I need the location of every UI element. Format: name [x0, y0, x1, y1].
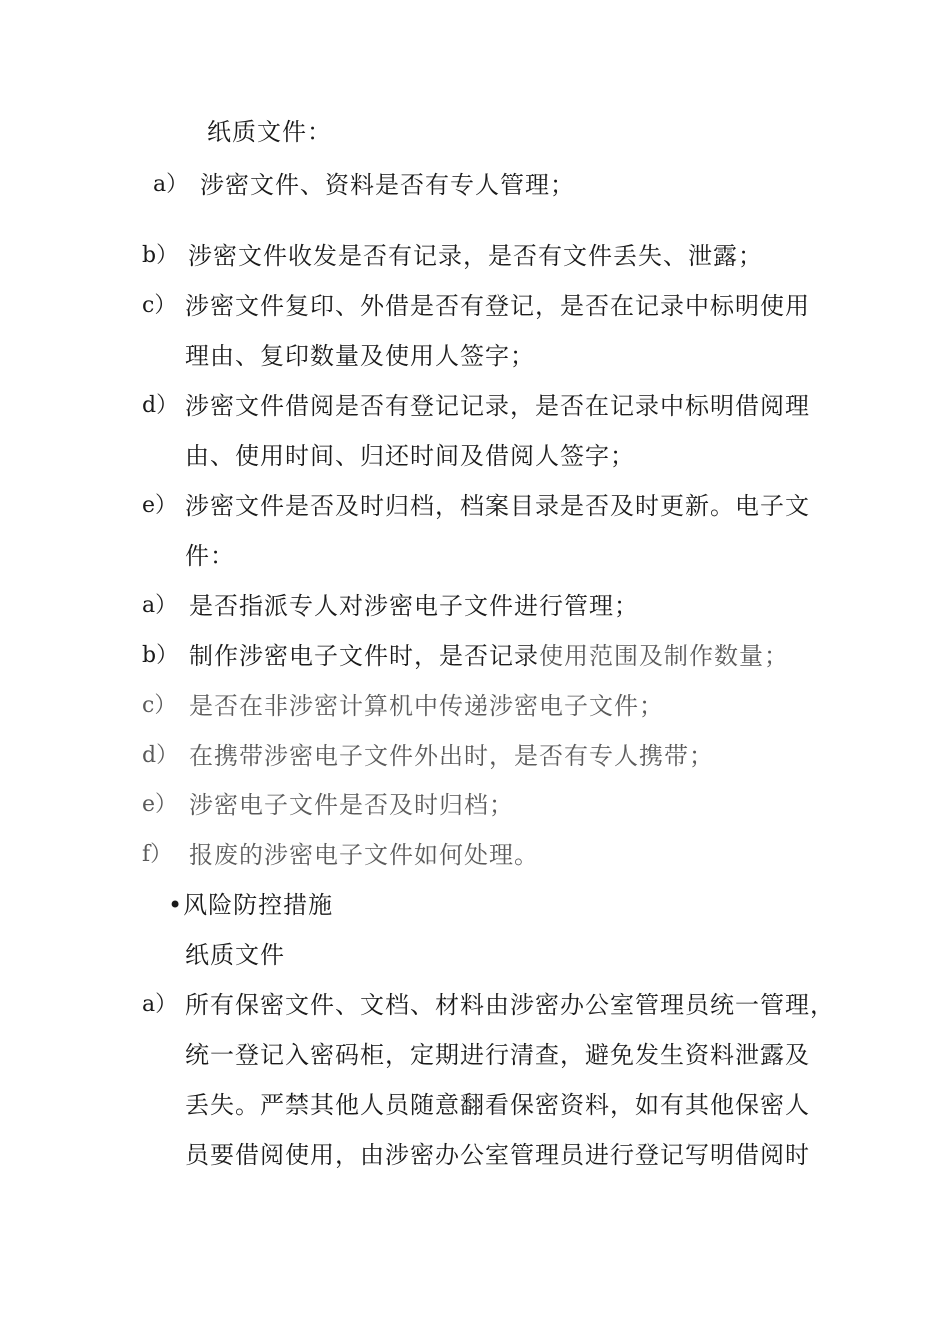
list-item-text — [189, 641, 789, 671]
list-item-text-continued: 统一登记入密码柜，定期进行清查，避免发生资料泄露及 — [185, 1041, 810, 1069]
list-item-text: 涉密电子文件是否及时归档； — [189, 791, 514, 819]
risk-control-heading: •风险防控措施 — [168, 891, 334, 919]
list-item-text: 涉密文件收发是否有记录，是否有文件丢失、泄露； — [188, 242, 763, 270]
list-item-text-continued: 丢失。严禁其他人员随意翻看保密资料，如有其他保密人 — [185, 1091, 810, 1119]
list-item-text-dark: 制作涉密电子文件时，是否记录 — [189, 642, 539, 670]
list-item-text-gray: 使用范围及制作数量； — [539, 642, 789, 670]
list-marker: e） — [142, 493, 178, 518]
list-item-text: 是否指派专人对涉密电子文件进行管理； — [189, 592, 639, 620]
list-item-text: 报废的涉密电子文件如何处理。 — [189, 841, 539, 869]
list-item-text-continued: 理由、复印数量及使用人签字； — [185, 342, 535, 370]
paper-files-heading: 纸质文件： — [207, 118, 332, 146]
list-item-text: 涉密文件是否及时归档，档案目录是否及时更新。电子文 — [185, 492, 810, 520]
list-item-text: 涉密文件、资料是否有专人管理； — [200, 171, 575, 199]
list-marker: d） — [142, 743, 179, 768]
list-item-text-continued: 由、使用时间、归还时间及借阅人签字； — [185, 442, 635, 470]
list-marker: c） — [142, 693, 177, 718]
list-marker: b） — [142, 243, 179, 268]
list-marker: e） — [142, 792, 178, 817]
list-marker: d） — [142, 393, 179, 418]
list-item-text: 所有保密文件、文档、材料由涉密办公室管理员统一管理， — [185, 991, 835, 1019]
list-item-text: 涉密文件复印、外借是否有登记，是否在记录中标明使用 — [185, 292, 810, 320]
list-marker: c） — [142, 293, 177, 318]
list-item-text: 是否在非涉密计算机中传递涉密电子文件； — [189, 692, 664, 720]
list-item-text-continued: 员要借阅使用，由涉密办公室管理员进行登记写明借阅时 — [185, 1141, 810, 1169]
list-marker: b） — [142, 643, 179, 668]
list-marker: f） — [142, 842, 173, 867]
list-item-text-continued: 件： — [185, 542, 235, 570]
list-marker: a） — [142, 992, 178, 1017]
list-item-text: 涉密文件借阅是否有登记记录，是否在记录中标明借阅理 — [185, 392, 810, 420]
list-marker: a） — [142, 593, 178, 618]
risk-paper-files-subheading: 纸质文件 — [185, 941, 285, 969]
list-marker: a） — [153, 172, 189, 197]
list-item-text: 在携带涉密电子文件外出时，是否有专人携带； — [189, 742, 714, 770]
